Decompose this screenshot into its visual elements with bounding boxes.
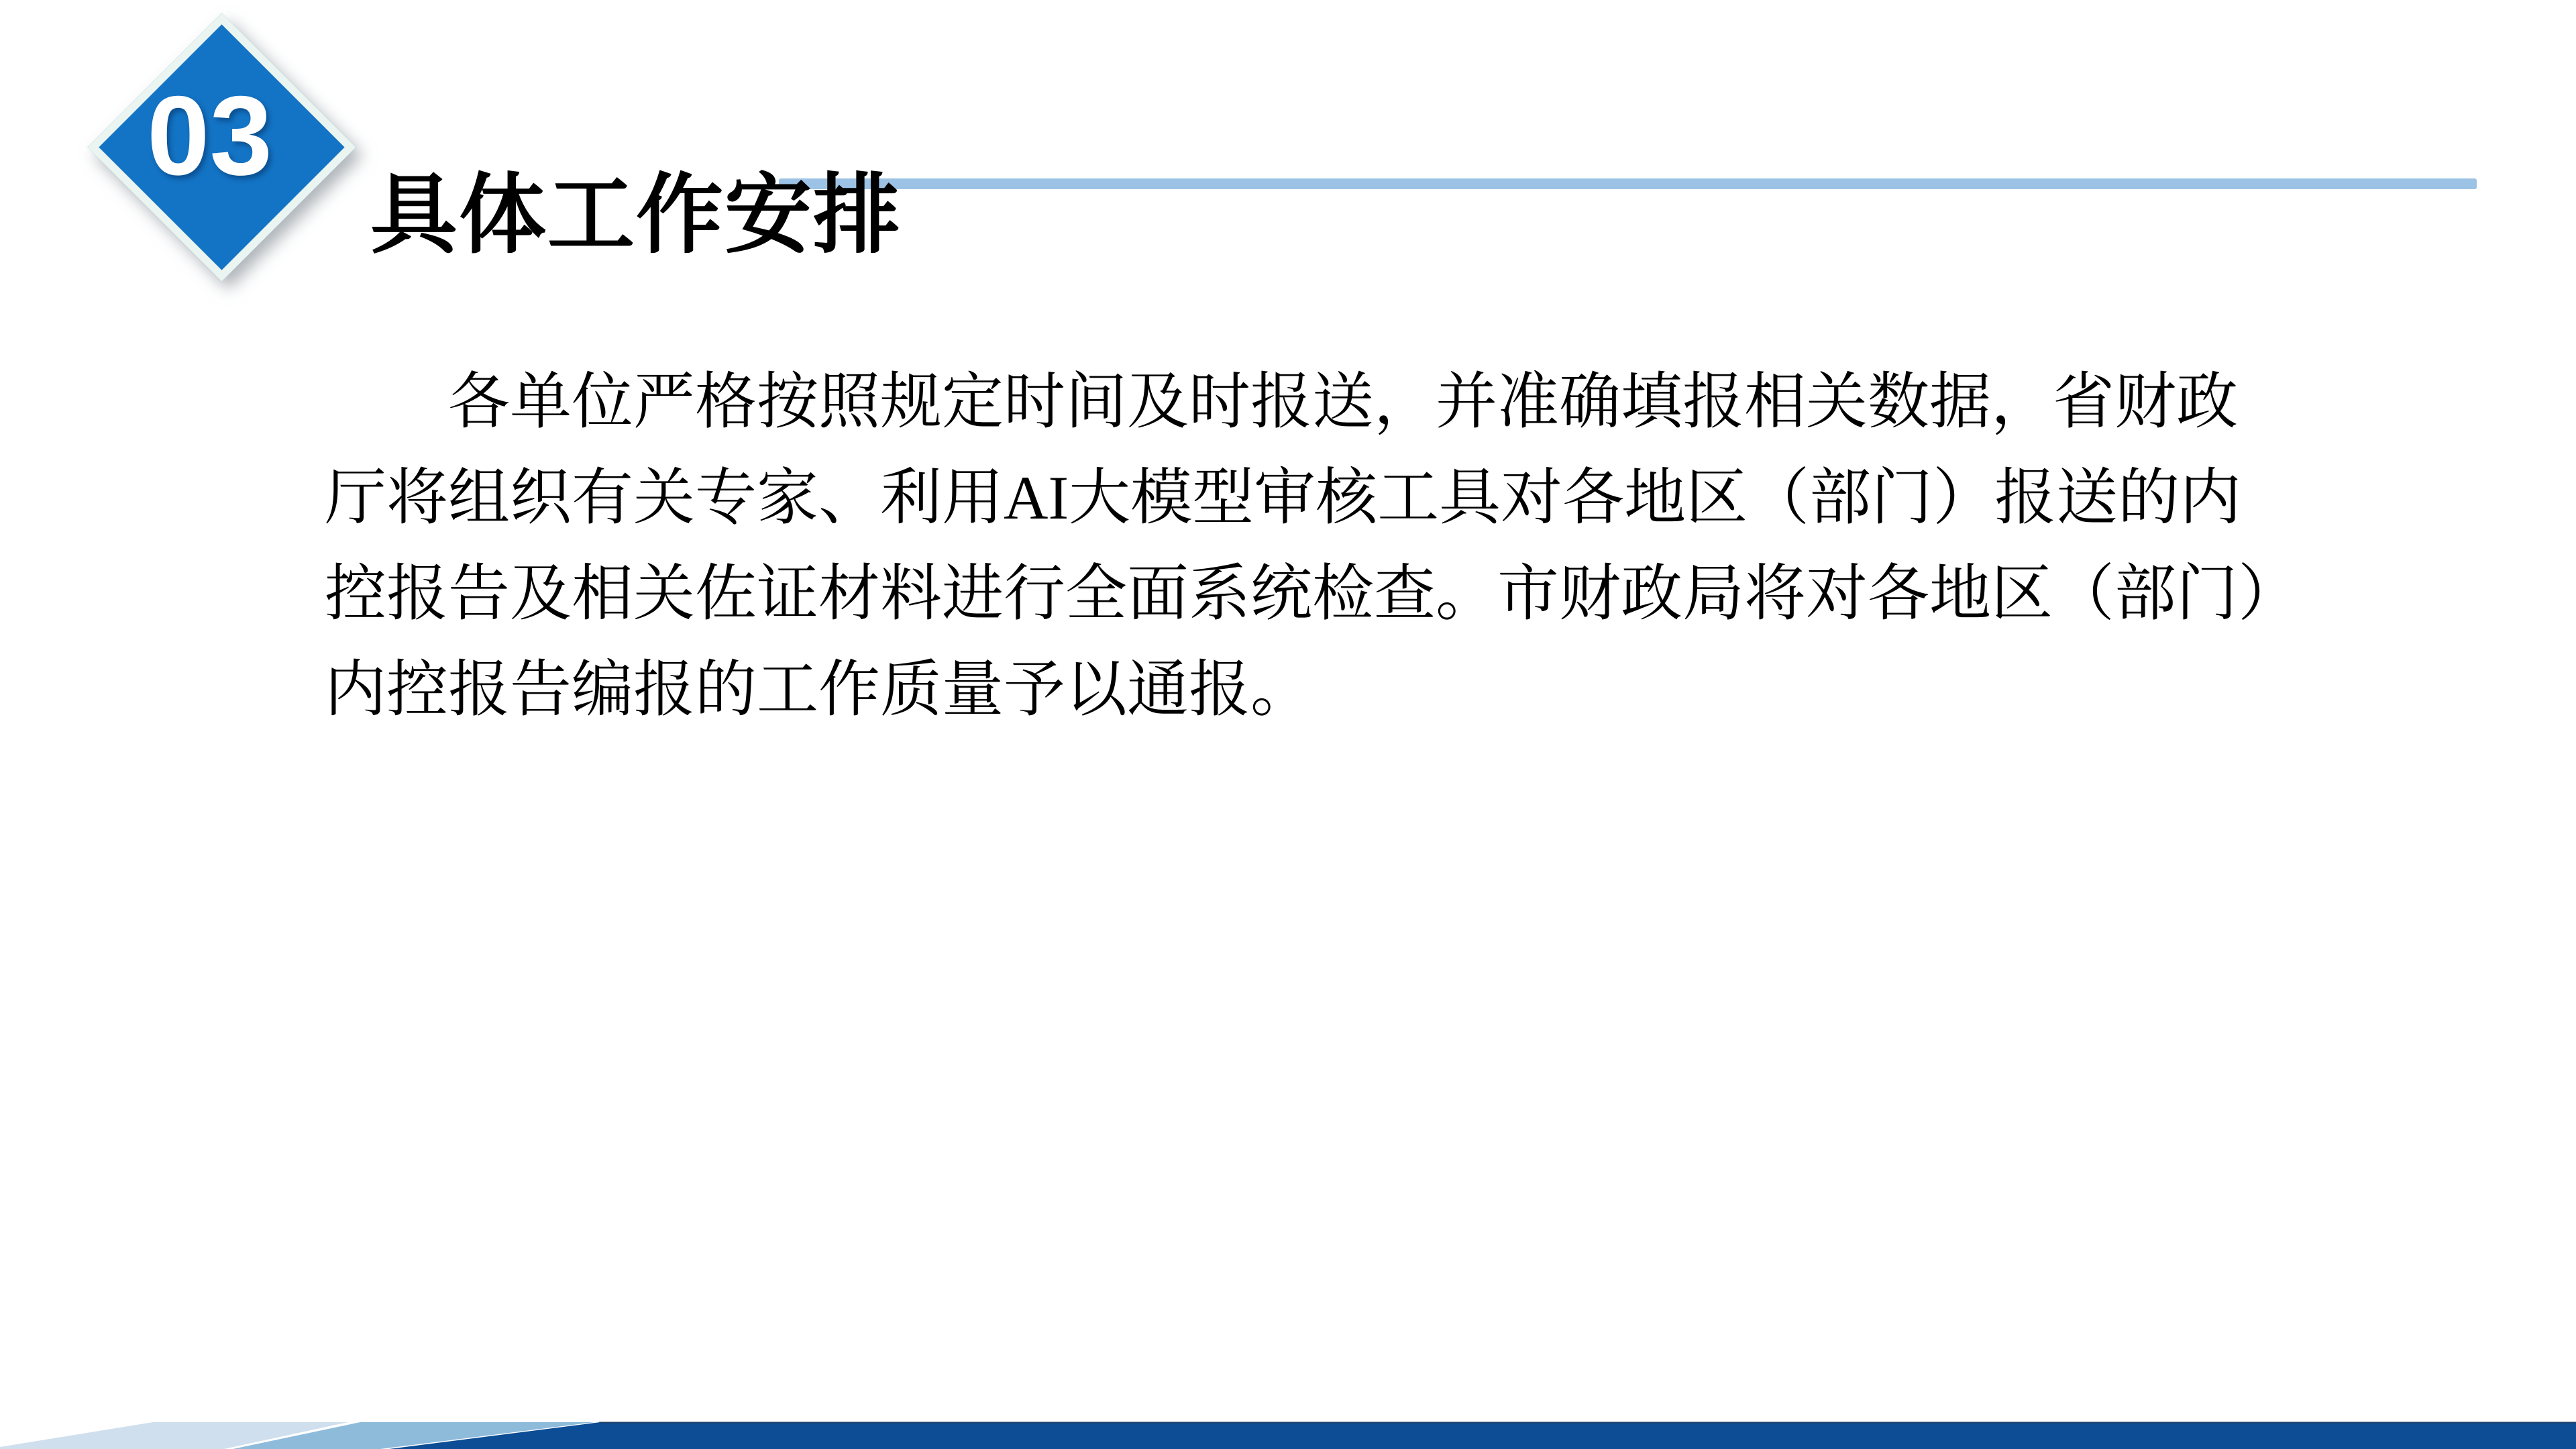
- paragraph-line: 各单位严格按照规定时间及时报送，并准确填报相关数据，省财政: [448, 368, 2239, 436]
- section-number: 03: [147, 72, 272, 199]
- footer-decoration-band: [0, 1421, 2576, 1449]
- paragraph-line: 厅将组织有关专家、利用AI大模型审核工具对各地区（部门）报送的内: [325, 464, 2242, 532]
- paragraph-line: 控报告及相关佐证材料进行全面系统检查。市财政局将对各地区（部门）: [325, 559, 2300, 628]
- diamond-shape: [87, 13, 356, 281]
- footer-bar-top-edge: [599, 1421, 2576, 1424]
- paragraph-line: 内控报告编报的工作质量予以通报。: [325, 655, 1313, 724]
- page-title: 具体工作安排: [370, 168, 902, 265]
- diamond-inner: [135, 60, 309, 234]
- body-paragraph: [325, 354, 2431, 738]
- title-underline-divider: [779, 178, 2477, 189]
- section-badge-diamond: [127, 52, 317, 242]
